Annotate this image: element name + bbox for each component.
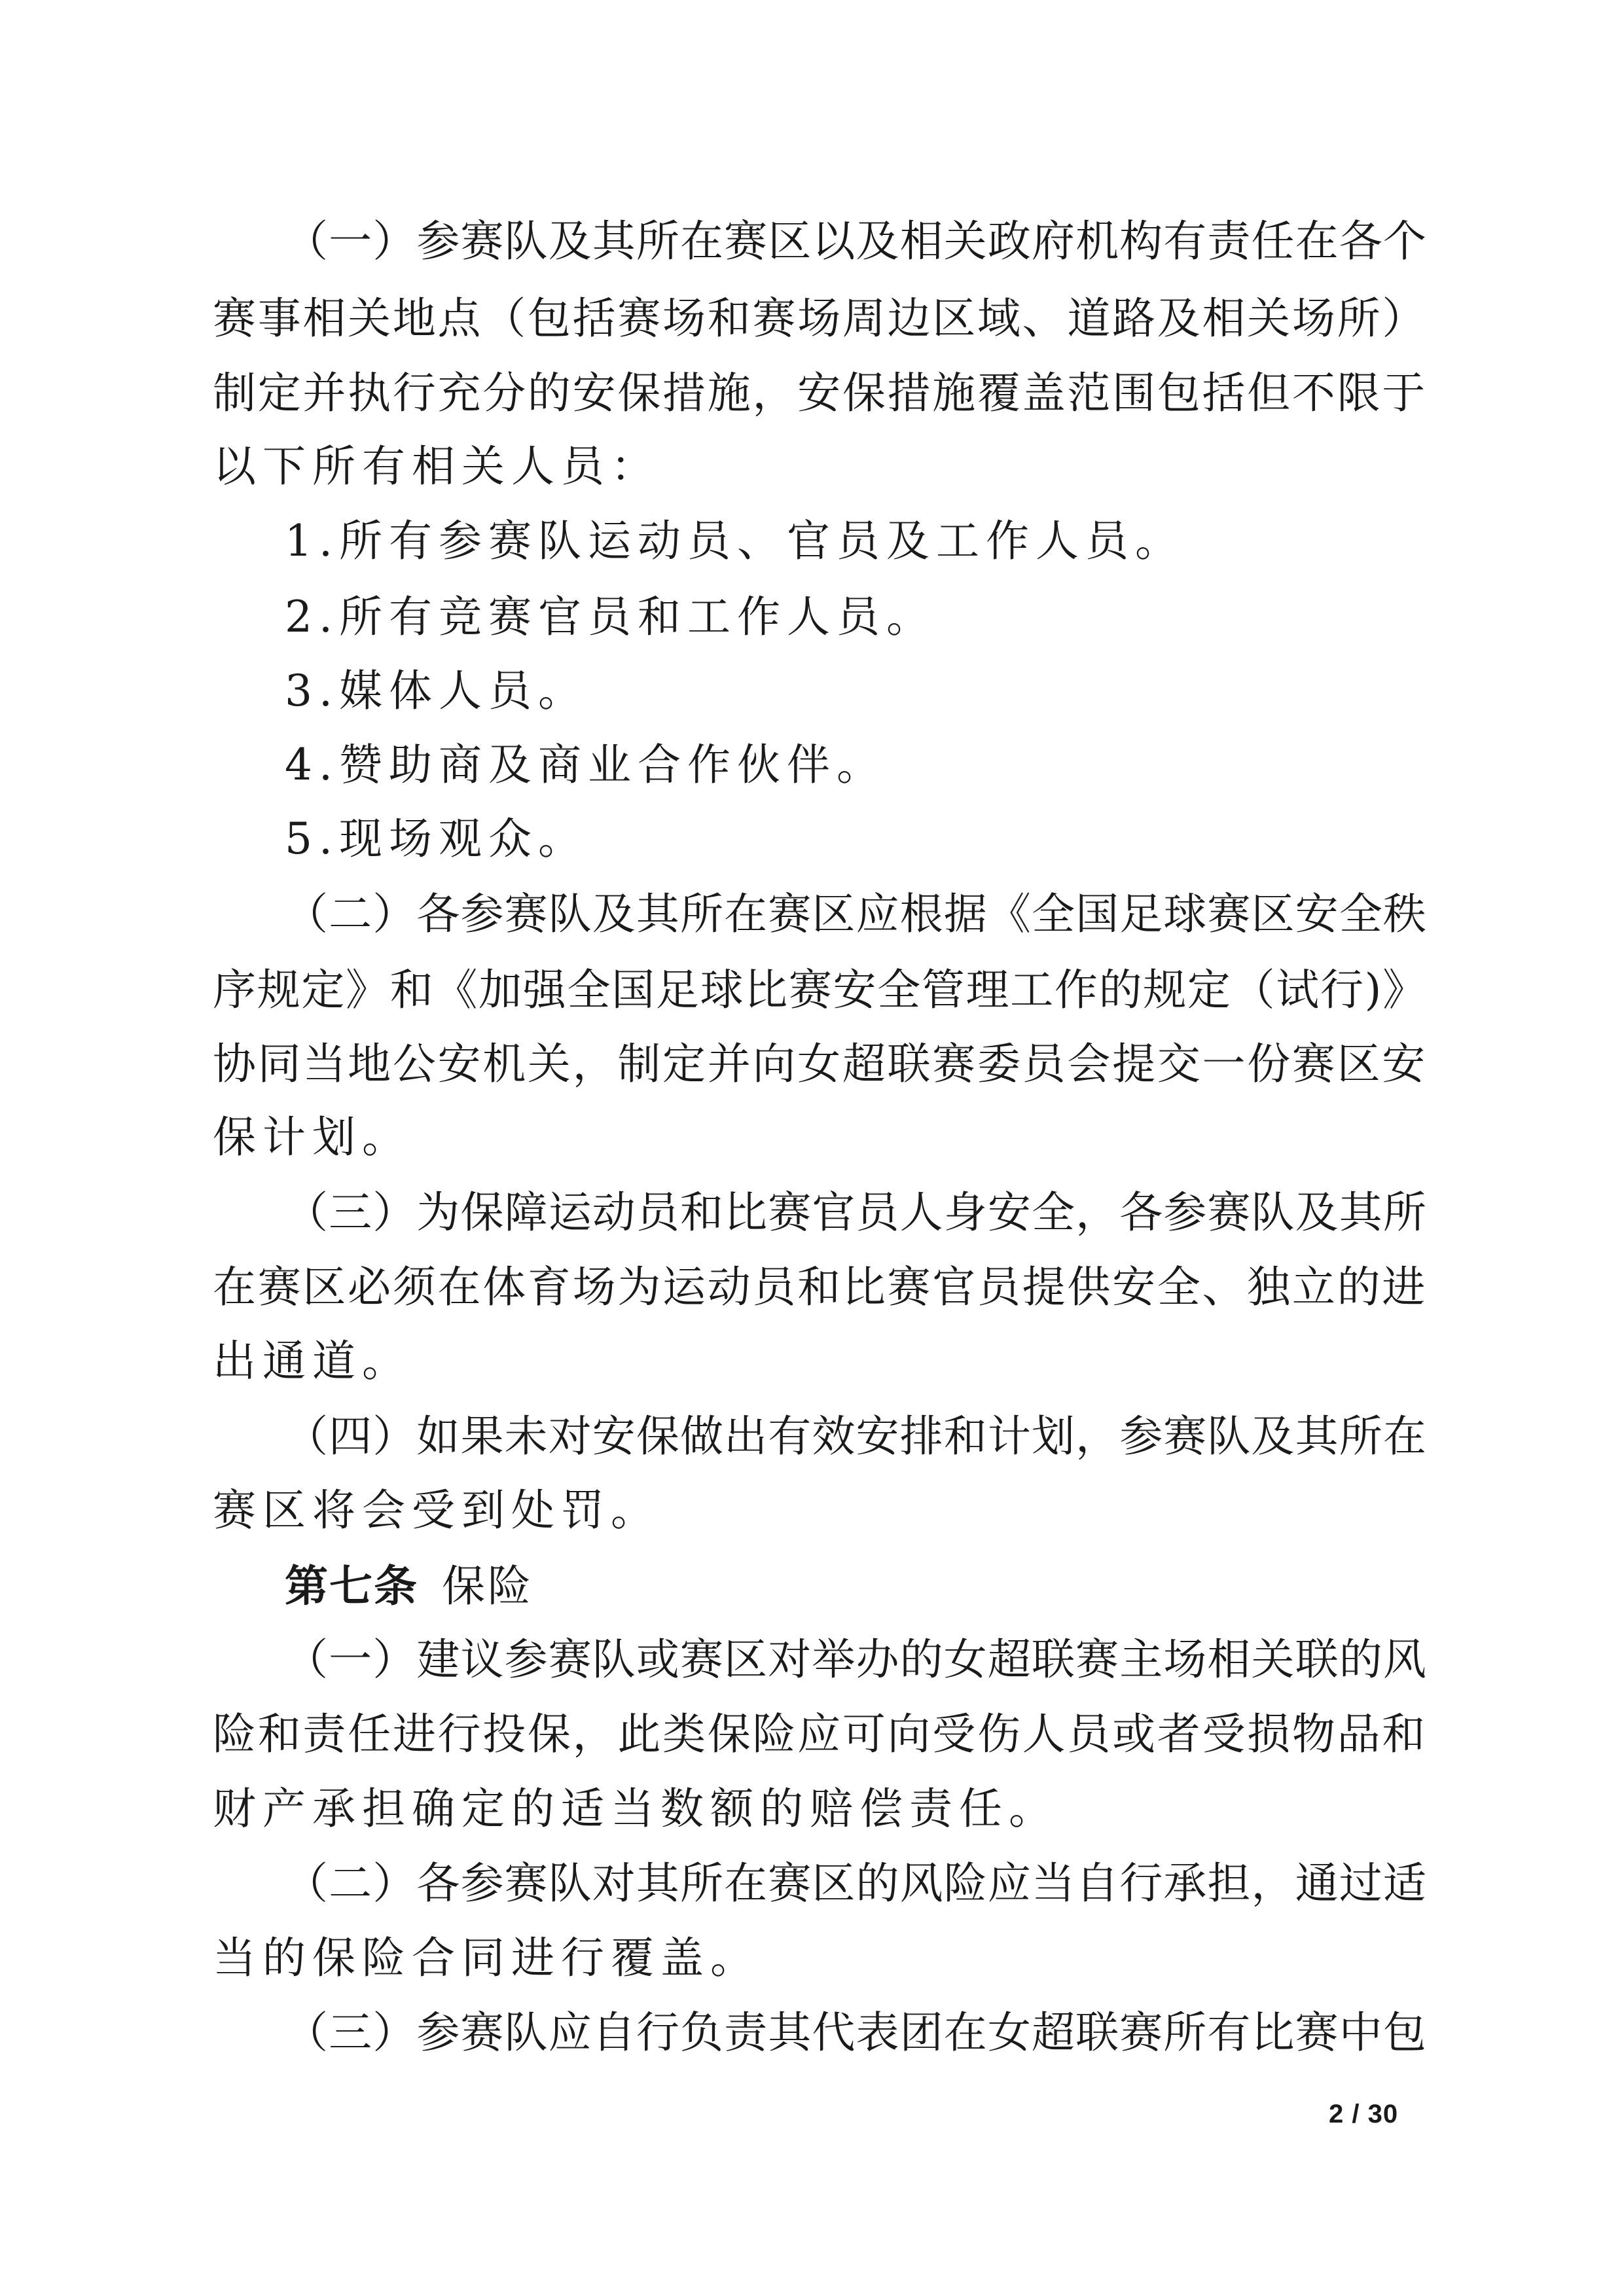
list-item: 5.现场观众。 [285, 814, 588, 864]
paragraph-line: （三）参赛队应自行负责其代表团在女超联赛所有比赛中包 [285, 2007, 1427, 2058]
paragraph-line: 制定并执行充分的安保措施，安保措施覆盖范围包括但不限于 [213, 368, 1427, 418]
paragraph-line: 赛事相关地点（包括赛场和赛场周边区域、道路及相关场所） [213, 293, 1427, 344]
list-item: 1.所有参赛队运动员、官员及工作人员。 [285, 516, 1185, 566]
paragraph-line: （二）各参赛队及其所在赛区应根据《全国足球赛区安全秩 [285, 889, 1427, 939]
paragraph-line: （二）各参赛队对其所在赛区的风险应当自行承担，通过适 [285, 1858, 1427, 1909]
list-item: 2.所有竞赛官员和工作人员。 [285, 592, 936, 642]
paragraph-line: （一）参赛队及其所在赛区以及相关政府机构有责任在各个 [285, 216, 1427, 266]
article-heading [285, 1556, 533, 1615]
paragraph-line: 财产承担确定的适当数额的赔偿责任。 [213, 1784, 1058, 1834]
paragraph-line: 赛区将会受到处罚。 [213, 1485, 660, 1535]
paragraph-line: 保计划。 [213, 1112, 412, 1162]
paragraph-line: 以下所有相关人员： [213, 441, 660, 492]
paragraph-line: （三）为保障运动员和比赛官员人身安全，各参赛队及其所 [285, 1187, 1427, 1238]
paragraph-line: 协同当地公安机关，制定并向女超联赛委员会提交一份赛区安 [213, 1039, 1427, 1089]
article-number: 第七条 [285, 1560, 418, 1611]
list-item: 3.媒体人员。 [285, 666, 588, 716]
paragraph-line: （四）如果未对安保做出有效安排和计划，参赛队及其所在 [285, 1411, 1427, 1462]
page-number: 2 / 30 [1329, 2100, 1399, 2128]
paragraph-line: （一）建议参赛队或赛区对举办的女超联赛主场相关联的风 [285, 1634, 1427, 1685]
paragraph-line: 当的保险合同进行覆盖。 [213, 1933, 760, 1983]
paragraph-line: 在赛区必须在体育场为运动员和比赛官员提供安全、独立的进 [213, 1262, 1427, 1312]
paragraph-line: 险和责任进行投保，此类保险应可向受伤人员或者受损物品和 [213, 1709, 1427, 1759]
article-title: 保险 [442, 1561, 533, 1611]
paragraph-line: 出通道。 [213, 1336, 412, 1386]
paragraph-line: 序规定》和《加强全国足球比赛安全管理工作的规定（试行)》 [213, 965, 1427, 1015]
list-item: 4.赞助商及商业合作伙伴。 [285, 740, 886, 790]
